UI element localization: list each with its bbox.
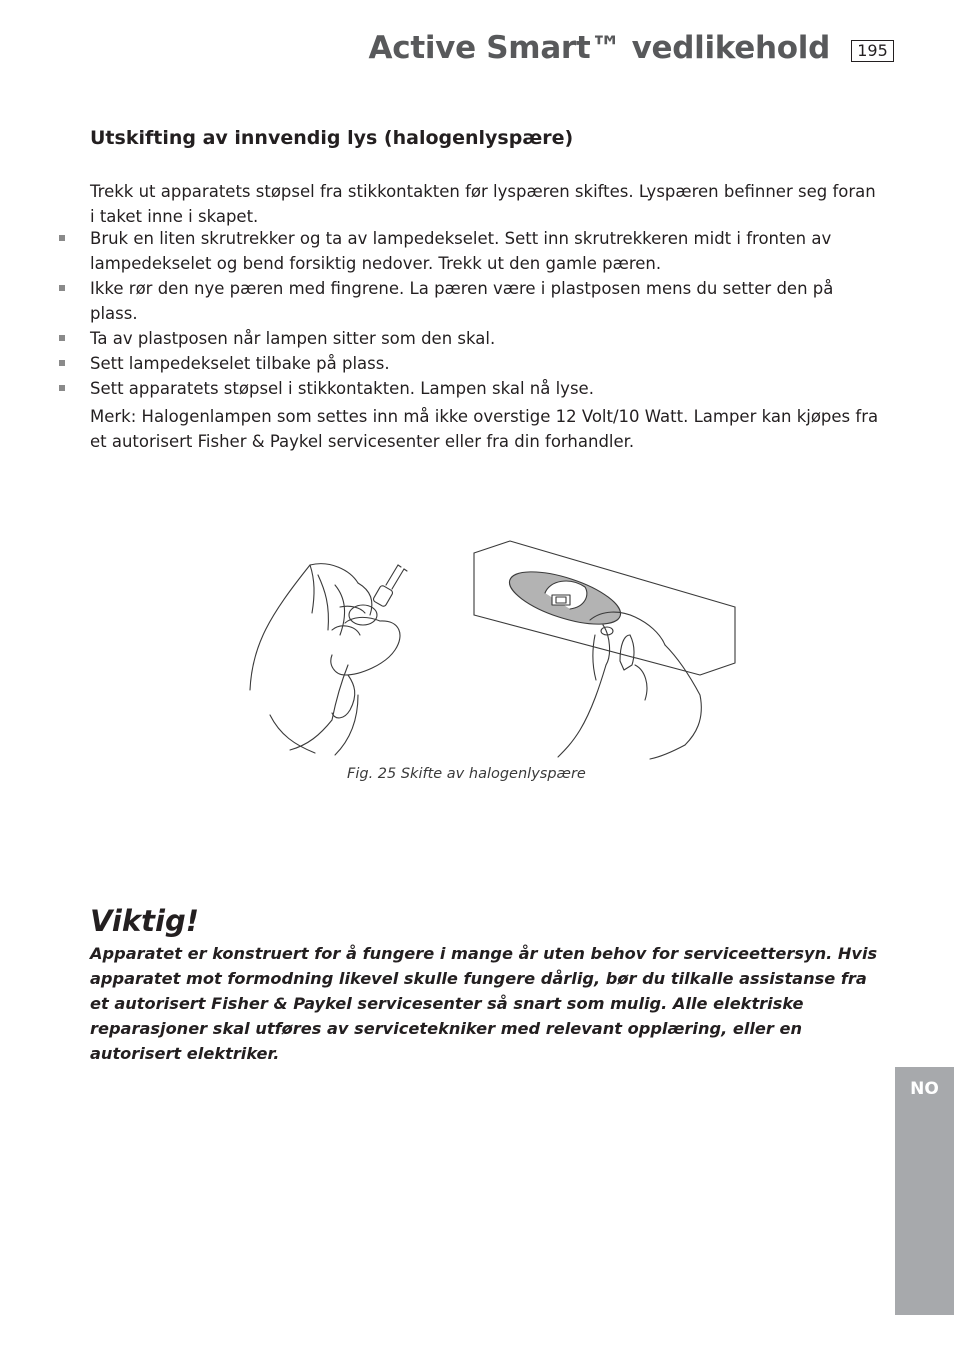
instruction-list <box>90 226 880 401</box>
bullet-square-icon <box>59 385 65 391</box>
note-paragraph: Merk: Halogenlampen som settes inn må ikke overstige 12 Volt/10 Watt. Lamper kan kjøpes fra et autorisert Fisher & Paykel servicesenter eller fra din forhandler. <box>90 407 879 451</box>
list-item-text: Sett lampedekselet tilbake på plass. <box>90 354 390 373</box>
bullet-square-icon <box>59 335 65 341</box>
bullet-square-icon <box>59 285 65 291</box>
list-item-text: Sett apparatets støpsel i stikkontakten. Lampen skal nå lyse. <box>90 379 594 398</box>
warning-text: Apparatet er konstruert for å fungere i mange år uten behov for serviceettersyn. Hvis apparatet mot formodning likevel skulle fungere dårlig, bør du tilkalle assistanse fra et autorisert Fisher & Paykel servicesenter så snart som mulig. Alle elektriske reparasjoner skal utføres av servicetekniker med relevant opplæring, eller en autorisert elektriker. <box>90 944 878 1063</box>
language-tab-label: NO <box>910 1079 939 1099</box>
hand-removing-lamp-cover-icon <box>474 541 735 759</box>
list-item-text: Ta av plastposen når lampen sitter som den skal. <box>90 329 496 348</box>
bullet-square-icon <box>59 235 65 241</box>
page-number: 195 <box>851 40 894 62</box>
intro-paragraph: Trekk ut apparatets støpsel fra stikkontakten før lyspæren skiftes. Lyspæren befinner seg foran i taket inne i skapet. <box>90 182 876 226</box>
list-item <box>90 351 880 376</box>
section-heading: Utskifting av innvendig lys (halogenlyspære) <box>90 127 574 149</box>
bullet-square-icon <box>59 360 65 366</box>
list-item <box>90 376 880 401</box>
list-item <box>90 226 880 276</box>
page-title: Active Smart™ vedlikehold <box>368 30 830 66</box>
list-item <box>90 326 880 351</box>
warning-heading: Viktig! <box>90 904 199 938</box>
list-item-text: Bruk en liten skrutrekker og ta av lampedekselet. Sett inn skrutrekkeren midt i fronten av lampedekselet og bend forsiktig nedover. Trekk ut den gamle pæren. <box>90 229 832 273</box>
figure-caption: Fig. 25 Skifte av halogenlyspære <box>347 766 586 782</box>
list-item <box>90 276 880 326</box>
hand-holding-bulb-icon <box>250 564 407 755</box>
language-tab[interactable] <box>895 1067 954 1315</box>
figure <box>240 535 740 760</box>
list-item-text: Ikke rør den nye pæren med fingrene. La pæren være i plastposen mens du setter den på plass. <box>90 279 834 323</box>
